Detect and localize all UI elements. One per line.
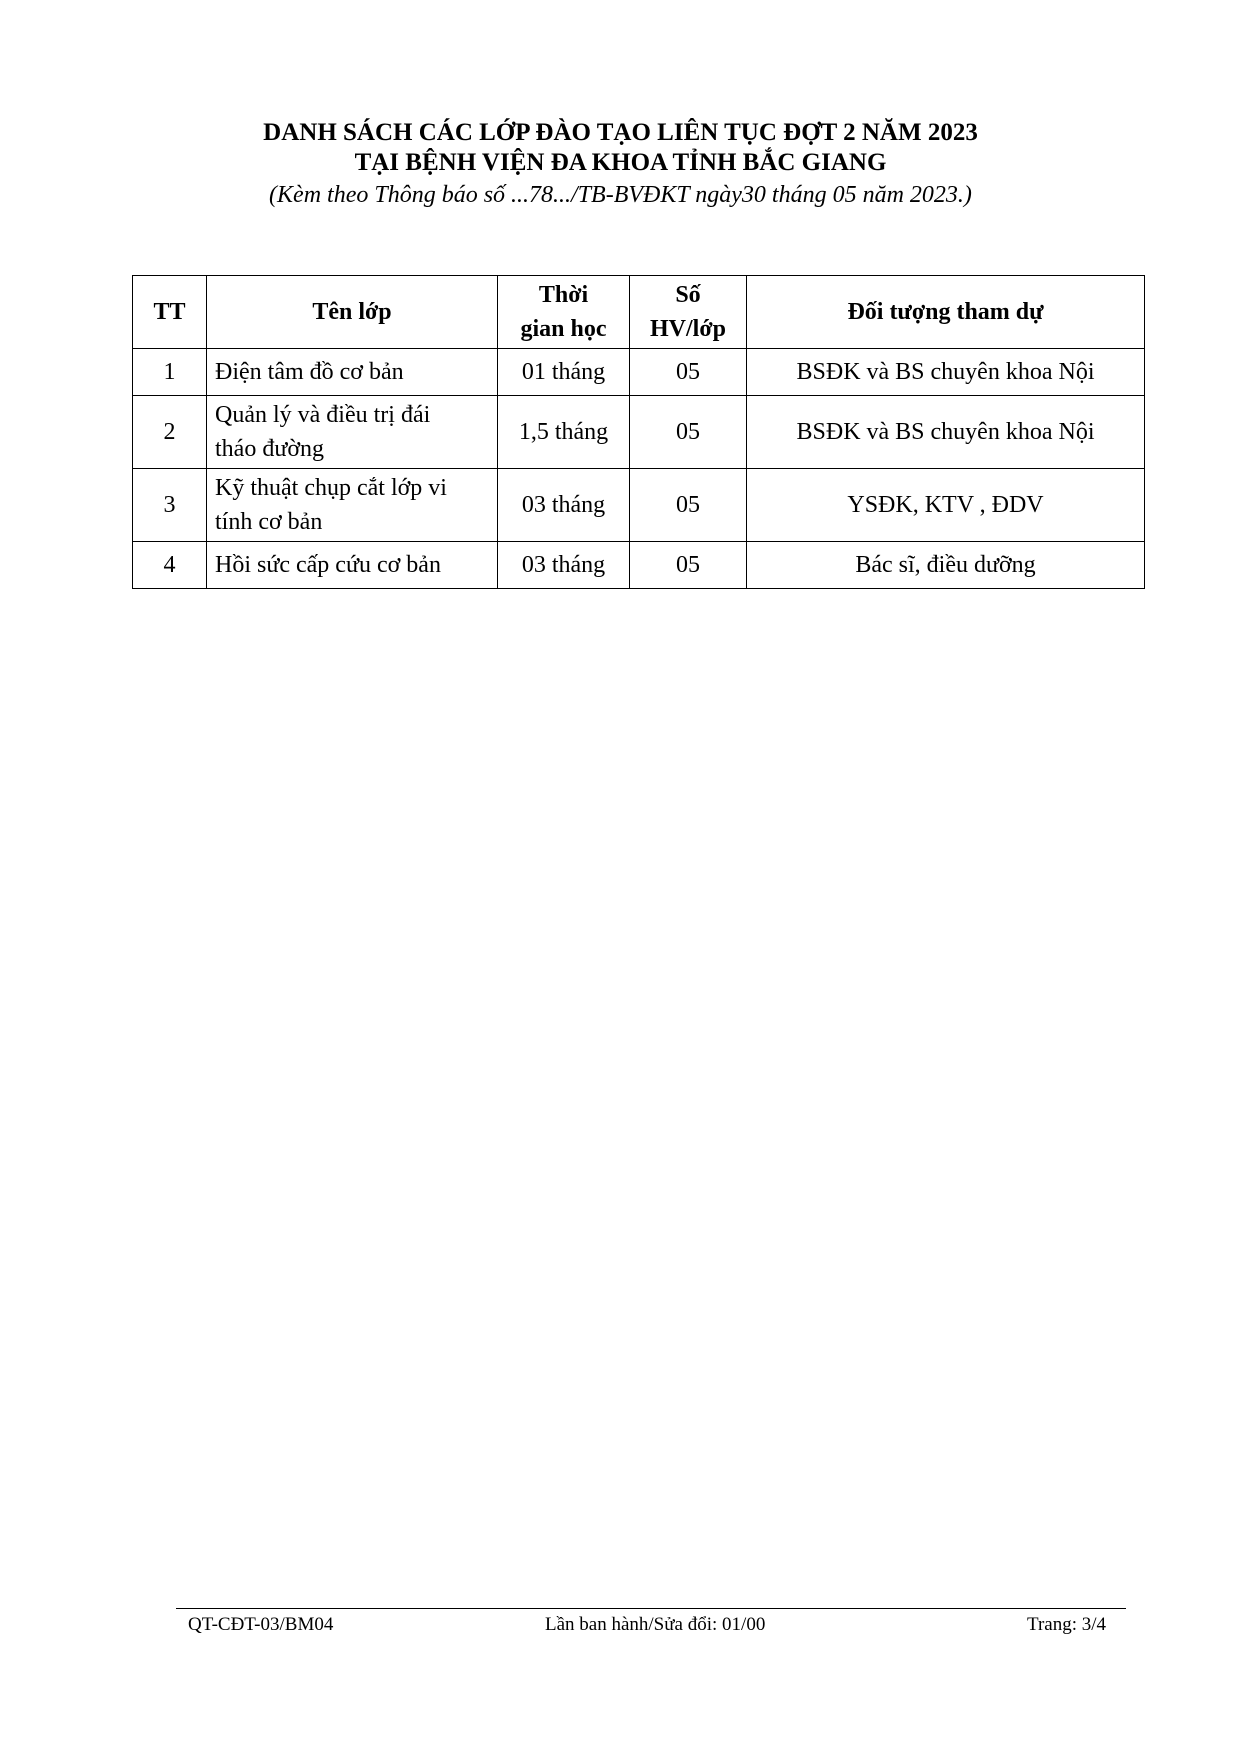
footer-document-code: QT-CĐT-03/BM04 xyxy=(188,1614,334,1635)
cell-tt: 2 xyxy=(133,396,207,469)
table-row xyxy=(133,542,1145,589)
cell-doi-tuong: Bác sĩ, điều dưỡng xyxy=(747,542,1145,589)
footer-page-number: Trang: 3/4 xyxy=(1027,1614,1107,1635)
table-row xyxy=(133,469,1145,542)
header-thoi-gian: Thời gian học xyxy=(498,276,630,349)
cell-ten-lop: Quản lý và điều trị đái tháo đường xyxy=(207,396,498,469)
cell-so-hv: 05 xyxy=(630,542,747,589)
header-doi-tuong: Đối tượng tham dự xyxy=(747,276,1145,349)
cell-doi-tuong: YSĐK, KTV , ĐDV xyxy=(747,469,1145,542)
cell-ten-lop: Kỹ thuật chụp cắt lớp vi tính cơ bản xyxy=(207,469,498,542)
cell-so-hv: 05 xyxy=(630,349,747,396)
cell-thoi-gian: 01 tháng xyxy=(498,349,630,396)
cell-doi-tuong: BSĐK và BS chuyên khoa Nội xyxy=(747,396,1145,469)
footer-revision: Lần ban hành/Sửa đổi: 01/00 xyxy=(545,1614,766,1635)
cell-tt: 4 xyxy=(133,542,207,589)
cell-ten-lop: Điện tâm đồ cơ bản xyxy=(207,349,498,396)
header-ten-lop: Tên lớp xyxy=(207,276,498,349)
cell-so-hv: 05 xyxy=(630,396,747,469)
cell-thoi-gian: 03 tháng xyxy=(498,542,630,589)
document-title-line1: DANH SÁCH CÁC LỚP ĐÀO TẠO LIÊN TỤC ĐỢT 2 NĂM 2023 xyxy=(263,119,978,146)
training-classes-table xyxy=(132,275,1145,589)
cell-doi-tuong: BSĐK và BS chuyên khoa Nội xyxy=(747,349,1145,396)
cell-ten-lop: Hồi sức cấp cứu cơ bản xyxy=(207,542,498,589)
cell-tt: 1 xyxy=(133,349,207,396)
table-row xyxy=(133,396,1145,469)
document-subtitle: (Kèm theo Thông báo số ...78.../TB-BVĐKT ngày30 tháng 05 năm 2023.) xyxy=(269,182,972,208)
cell-so-hv: 05 xyxy=(630,469,747,542)
table-header-row xyxy=(133,276,1145,349)
footer-divider xyxy=(176,1608,1126,1609)
cell-thoi-gian: 1,5 tháng xyxy=(498,396,630,469)
cell-tt: 3 xyxy=(133,469,207,542)
document-title-line2: TẠI BỆNH VIỆN ĐA KHOA TỈNH BẮC GIANG xyxy=(354,149,887,176)
cell-thoi-gian: 03 tháng xyxy=(498,469,630,542)
table-row xyxy=(133,349,1145,396)
header-tt: TT xyxy=(133,276,207,349)
header-so-hv: Số HV/lớp xyxy=(630,276,747,349)
